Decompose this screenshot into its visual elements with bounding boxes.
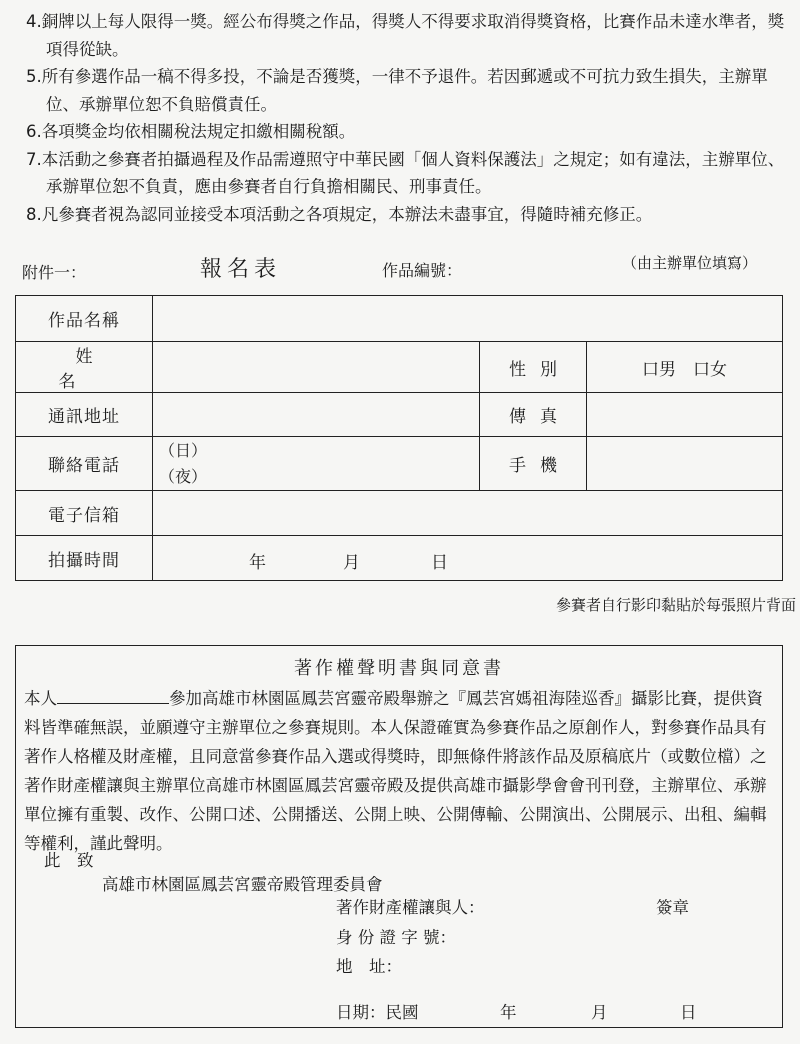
- fax-label: 傳真: [480, 393, 587, 437]
- work-no-label: 作品編號：: [382, 261, 463, 280]
- copyright-paragraph: [24, 684, 776, 858]
- email-label: 電子信箱: [16, 491, 153, 536]
- date-year: 年: [500, 1003, 517, 1022]
- shoot-year-label: 年: [249, 553, 266, 573]
- email-field[interactable]: [153, 491, 783, 536]
- gender-options[interactable]: 口男 口女: [587, 342, 783, 393]
- copyright-lead: 本人: [24, 689, 57, 708]
- attachment-label: 附件一：: [22, 263, 87, 282]
- rule-6: 6.各項獎金均依相關稅法規定扣繳相關稅額。: [26, 122, 356, 141]
- id-no-label: 身 份 證 字 號：: [336, 928, 456, 947]
- night-phone-label: （夜）: [159, 466, 208, 486]
- name-blank[interactable]: [57, 689, 169, 704]
- salutation: 此 致: [44, 851, 94, 870]
- date-month: 月: [591, 1003, 608, 1022]
- date-label: 日期：民國: [336, 1003, 419, 1022]
- registration-table: [15, 295, 783, 581]
- row-work-name: [16, 296, 783, 342]
- rule-8: 8.凡參賽者視為認同並接受本項活動之各項規定，本辦法未盡事宜，得隨時補充修正。: [26, 204, 653, 224]
- copyright-body: 參加高雄市林園區鳳芸宮靈帝殿舉辦之『鳳芸宮媽祖海陸巡香』攝影比賽，提供資料皆準確無誤，並願遵守主辦單位之參賽規則。本人保證確實為參賽作品之原創作人，對參賽作品具有著作人格權及財產權，且同意當參賽作品入選或得獎時，即無條件將該作品及原稿底片（或數位檔）之著作財產權讓與主辦單位高雄市林園區鳳芸宮靈帝殿及提供高雄市攝影學會會刊刊登，主辦單位、承辦單位擁有重製、改作、公開口述、公開播送、公開上映、公開傳輸、公開演出、公開展示、出租、編輯等權利，謹此聲明。: [24, 689, 767, 853]
- name-label: 姓 名: [16, 342, 153, 393]
- gender-label: 性別: [480, 342, 587, 393]
- shoot-month-label: 月: [343, 553, 360, 573]
- work-name-label: 作品名稱: [16, 296, 153, 342]
- shoot-time-field[interactable]: [153, 536, 783, 581]
- rules-list: [26, 8, 796, 228]
- seal-label: 簽章: [656, 898, 689, 917]
- shoot-day-label: 日: [431, 553, 448, 573]
- assignor-label: 著作財產權讓與人：: [336, 898, 485, 917]
- address-label-2: 地 址：: [336, 957, 402, 976]
- work-name-field[interactable]: [153, 296, 783, 342]
- recipient: 高雄市林園區鳳芸宮靈帝殿管理委員會: [102, 875, 383, 894]
- shoot-time-label: 拍攝時間: [16, 536, 153, 581]
- row-name: [16, 342, 783, 393]
- row-phone: [16, 437, 783, 491]
- day-phone-label: （日）: [159, 440, 208, 460]
- mobile-field[interactable]: [587, 437, 783, 491]
- copyright-statement: [15, 645, 783, 1028]
- rule-7: 7.本活動之參賽者拍攝過程及作品需遵照守中華民國「個人資料保護法」之規定；如有違法，主辦單位、承辦單位恕不負責，應由參賽者自行負擔相關民、刑事責任。: [26, 149, 785, 196]
- rule-4: 4.銅牌以上每人限得一獎。經公布得獎之作品，得獎人不得要求取消得獎資格，比賽作品未達水準者，獎項得從缺。: [26, 12, 785, 59]
- name-field[interactable]: [153, 342, 480, 393]
- row-shoot-time: [16, 536, 783, 581]
- address-field[interactable]: [153, 393, 480, 437]
- phone-field[interactable]: [153, 437, 480, 491]
- copyright-title: 著作權聲明書與同意書: [294, 658, 504, 679]
- date-day: 日: [680, 1003, 697, 1022]
- address-label: 通訊地址: [16, 393, 153, 437]
- mobile-label: 手機: [480, 437, 587, 491]
- row-email: [16, 491, 783, 536]
- organizer-fill-note: （由主辦單位填寫）: [622, 254, 758, 272]
- rule-5: 5.所有參選作品一稿不得多投，不論是否獲獎，一律不予退件。若因郵遞或不可抗力致生損失，主辦單位、承辦單位恕不負賠償責任。: [26, 67, 768, 114]
- row-address: [16, 393, 783, 437]
- photo-note: 參賽者自行影印黏貼於每張照片背面: [555, 596, 796, 614]
- phone-label: 聯絡電話: [16, 437, 153, 491]
- fax-field[interactable]: [587, 393, 783, 437]
- page-title: 報名表: [200, 257, 282, 282]
- form-header: [0, 256, 800, 286]
